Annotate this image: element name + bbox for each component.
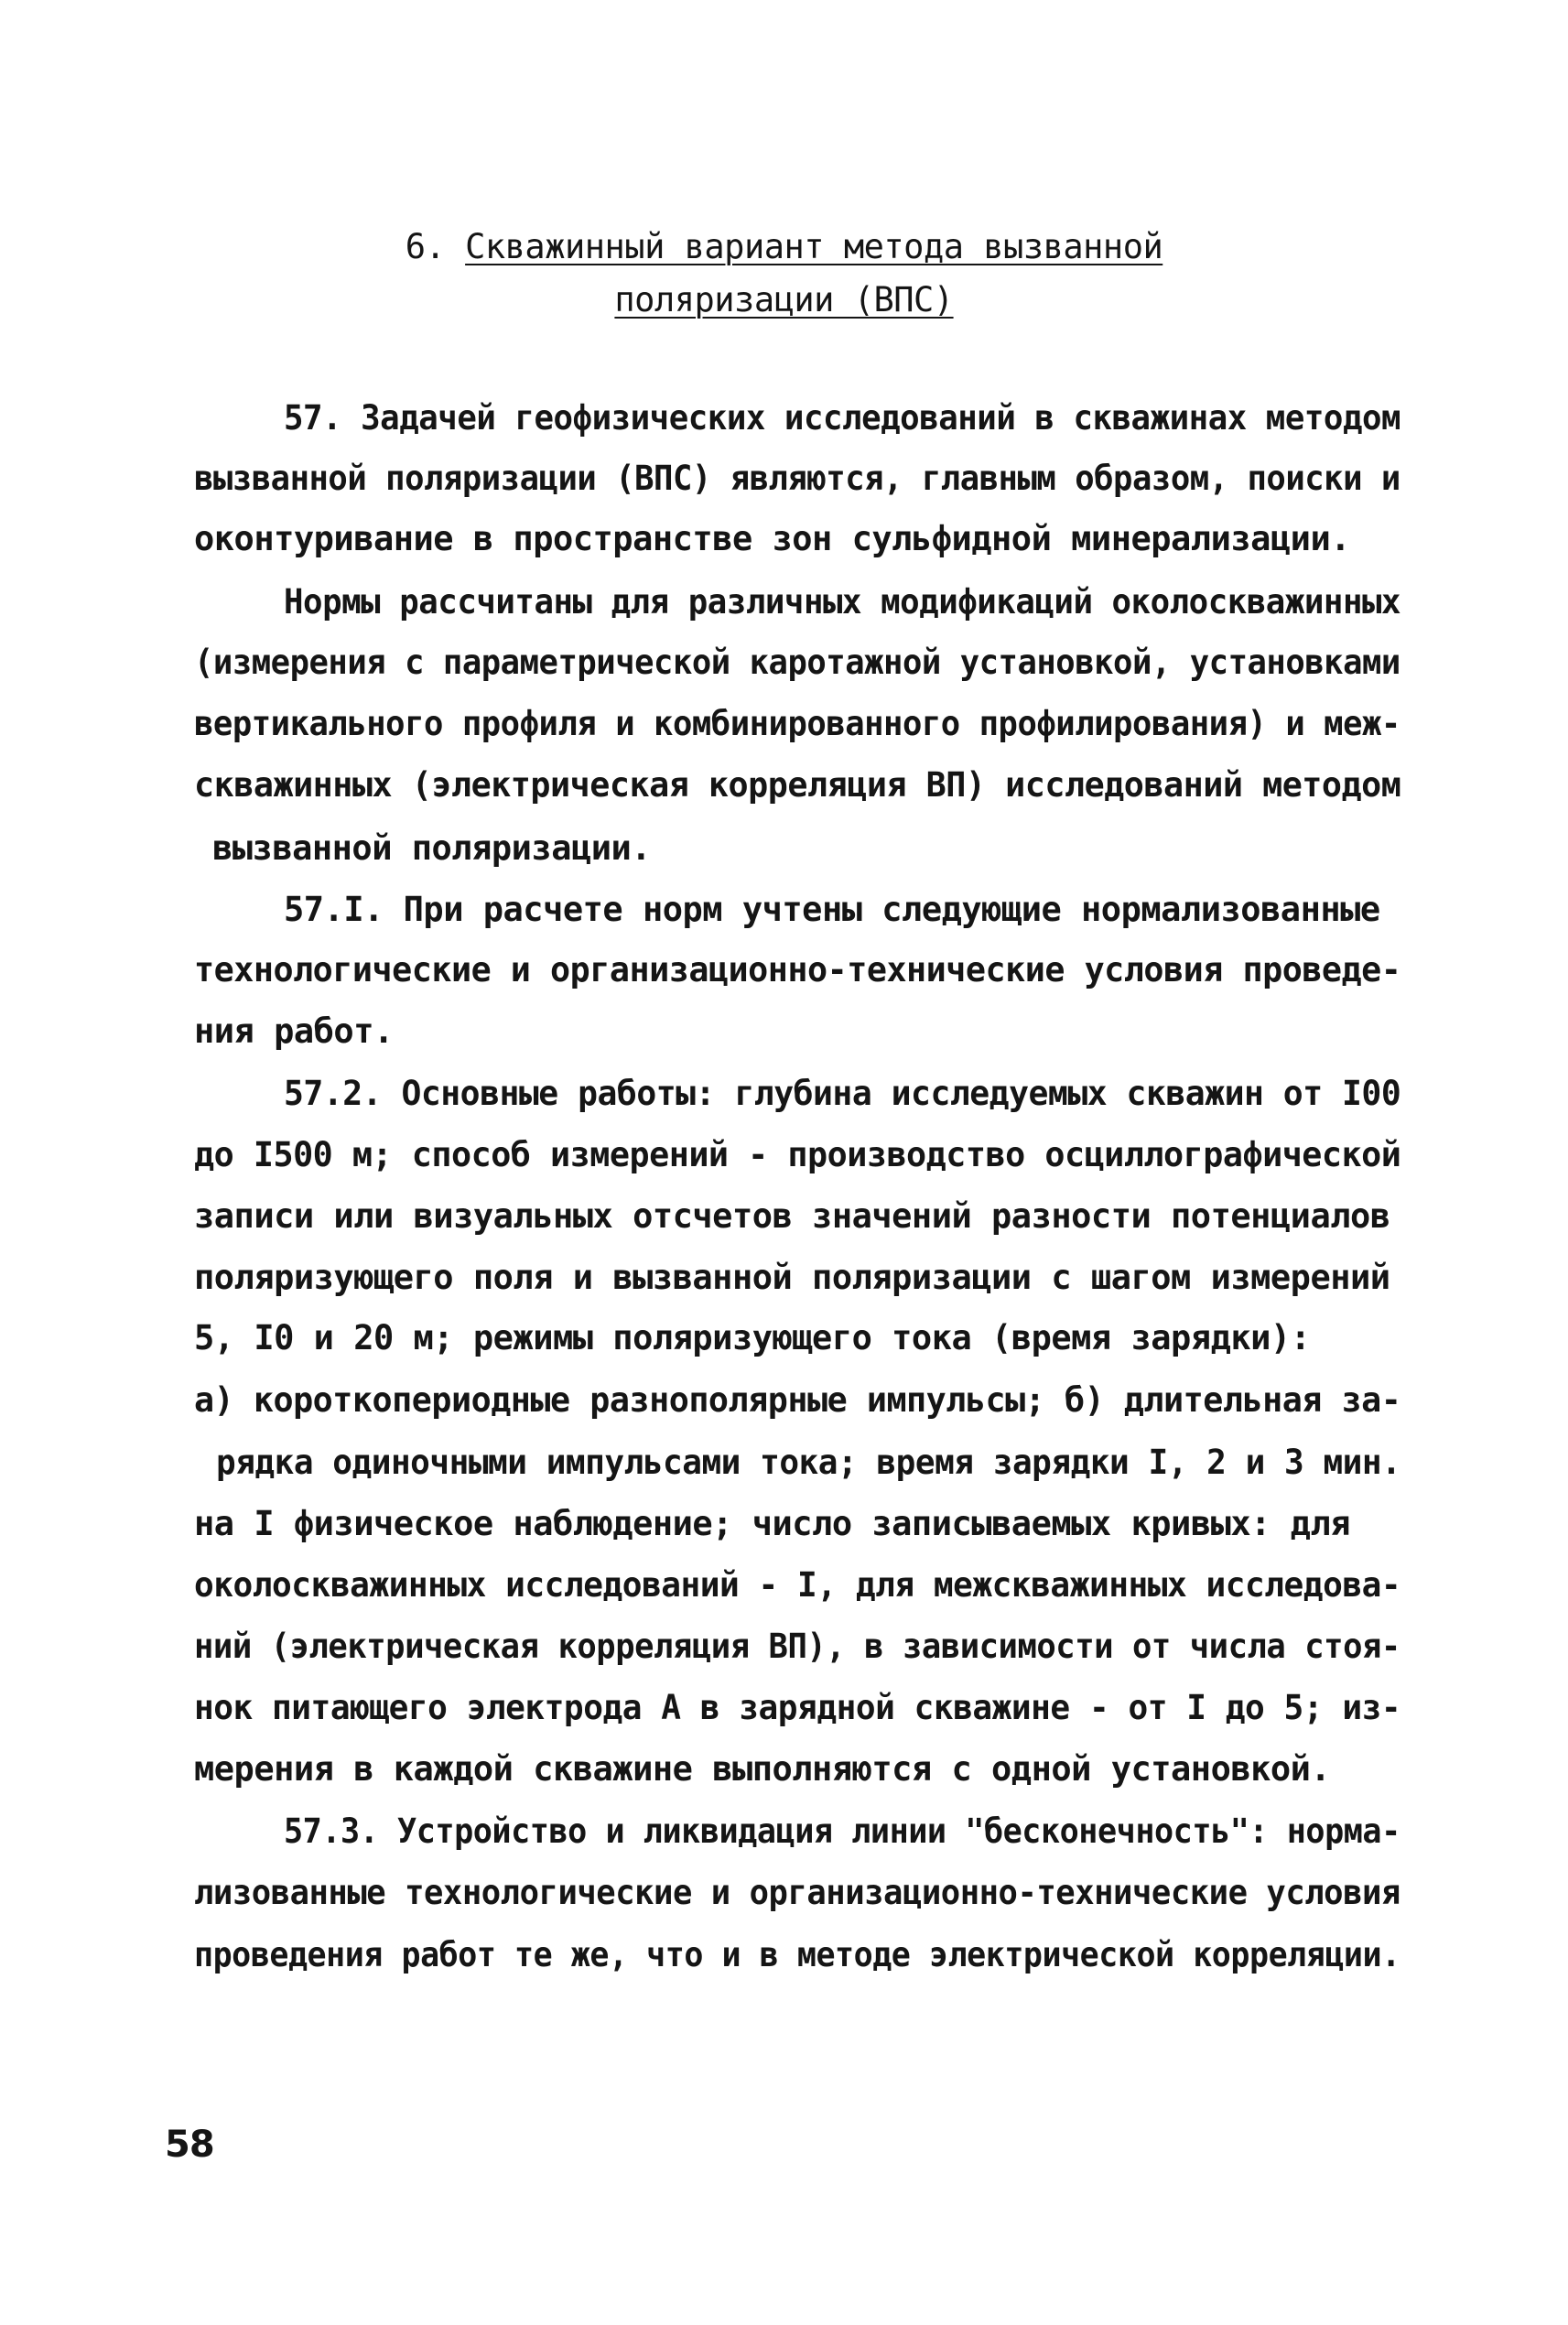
section-number: 6. [405, 227, 446, 266]
body-line: технологические и организационно-технические условия проведе- [194, 950, 1401, 989]
body-line: 57.I. При расчете норм учтены следующие нормализованные [284, 890, 1380, 929]
body-line: вертикального профиля и комбинированного профилирования) и меж- [194, 704, 1400, 743]
body-line: (измерения с параметрической каротажной установкой, установками [194, 643, 1400, 682]
body-line: вызванной поляризации. [212, 828, 652, 868]
body-line: а) короткопериодные разнополярные импульсы; б) длительная за- [194, 1380, 1401, 1420]
body-line: околоскважинных исследований - I, для межскважинных исследова- [194, 1565, 1401, 1605]
body-line: нок питающего электрода А в зарядной скважине - от I до 5; из- [194, 1688, 1401, 1727]
body-line: скважинных (электрическая корреляция ВП) исследований методом [194, 765, 1401, 805]
section-title-part-2: поляризации (ВПС) [614, 280, 954, 319]
body-line: записи или визуальных отсчетов значений разности потенциалов [194, 1196, 1390, 1236]
body-line: вызванной поляризации (ВПС) являются, главным образом, поиски и [194, 459, 1400, 498]
section-heading-line-1 [183, 227, 1385, 266]
body-line: ния работ. [194, 1011, 394, 1051]
body-line: 5, I0 и 20 м; режимы поляризующего тока (время зарядки): [194, 1318, 1311, 1357]
body-line: рядка одиночными импульсами тока; время зарядки I, 2 и 3 мин. [216, 1443, 1401, 1482]
body-line: поляризующего поля и вызванной поляризации с шагом измерений [194, 1258, 1390, 1297]
body-line: мерения в каждой скважине выполняются с одной установкой. [194, 1749, 1331, 1789]
body-line: Нормы рассчитаны для различных модификаций околоскважинных [284, 582, 1401, 622]
body-line: ний (электрическая корреляция ВП), в зависимости от числа стоя- [194, 1627, 1400, 1666]
section-title-part-1: Скважинный вариант метода вызванной [465, 227, 1163, 266]
body-line: 57.2. Основные работы: глубина исследуемых скважин от I00 [284, 1074, 1401, 1113]
body-line: оконтуривание в пространстве зон сульфидной минерализации. [194, 519, 1351, 558]
body-line: на I физическое наблюдение; число записываемых кривых: для [194, 1504, 1351, 1543]
page-number: 58 [165, 2124, 214, 2166]
body-line: до I500 м; способ измерений - производство осциллографической [194, 1135, 1401, 1174]
body-line: 57. Задачей геофизических исследований в скважинах методом [284, 398, 1401, 438]
body-line: проведения работ те же, что и в методе электрической корреляции. [194, 1935, 1400, 1974]
body-line: лизованные технологические и организационно-технические условия [194, 1873, 1400, 1912]
body-line: 57.3. Устройство и ликвидация линии "бесконечность": норма- [284, 1811, 1400, 1851]
section-heading-line-2 [183, 280, 1385, 319]
